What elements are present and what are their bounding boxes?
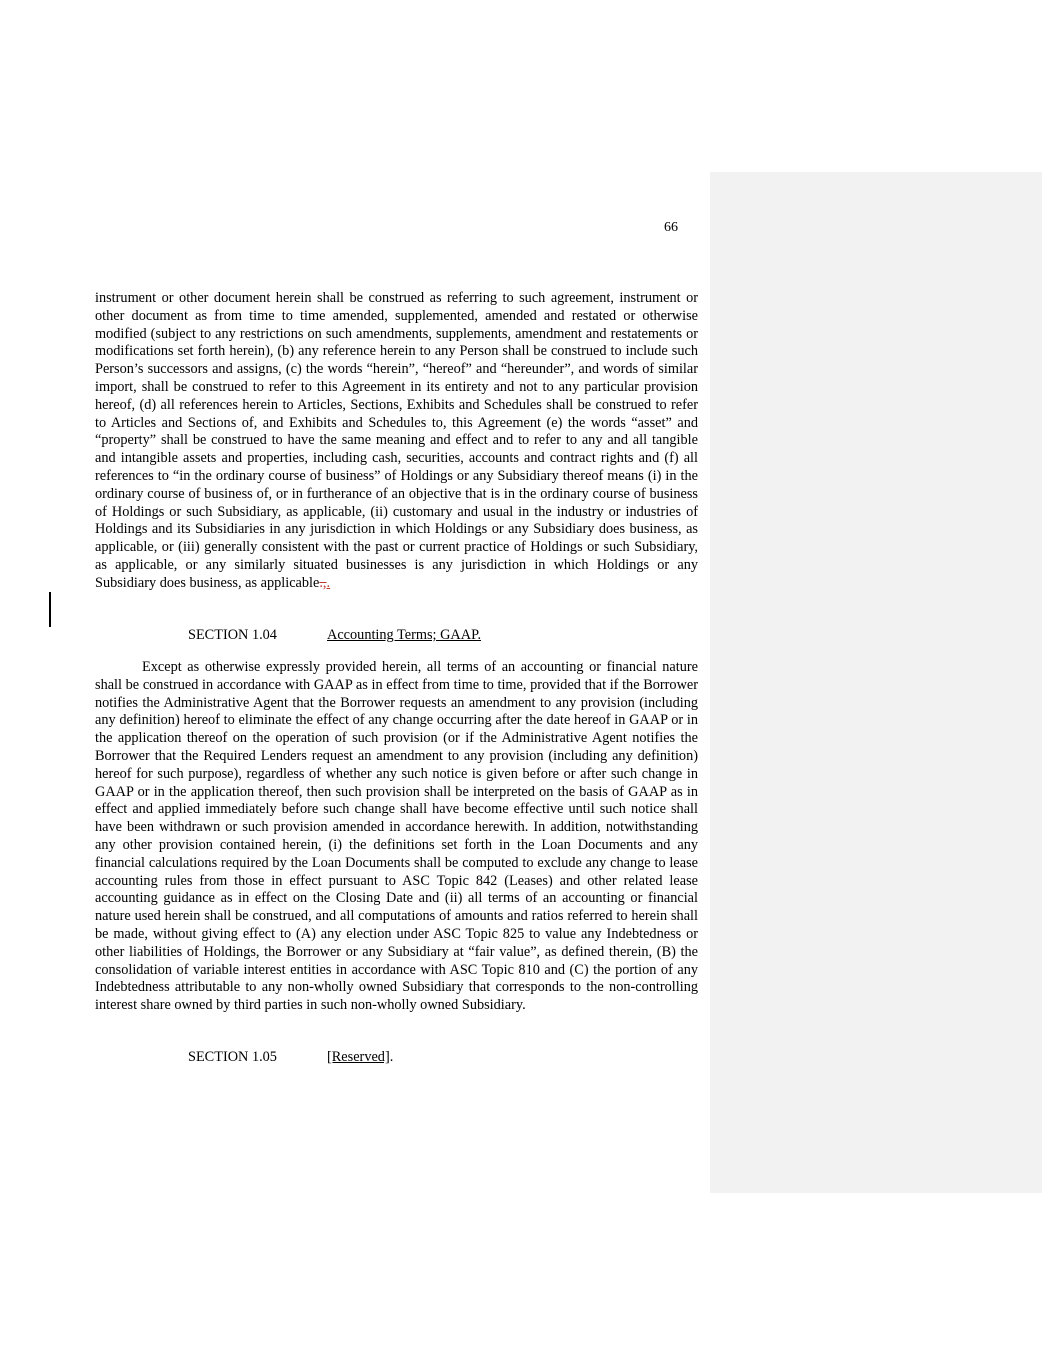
paragraph-accounting-terms: Except as otherwise expressly provided herein, all terms of an accounting or financial nature shall be construed in accordance with GAAP as in effect from time to time, provided that if the Borrower notifies the Administrative Agent that the Borrower requests an amendment to any provision (including any definition) hereof to eliminate the effect of any change occurring after the date hereof in GAAP or in the application thereof on the operation of such provision (or if the Administrative Agent notifies the Borrower that the Required Lenders request an amendment to any provision (including any definition) hereof for such purpose), regardless of whether any such notice is given before or after such change in GAAP or in the application thereof, then such provision shall be interpreted on the basis of GAAP as in effect and applied immediately before such change shall have become effective until such notice shall have been withdrawn or such provision amended in accordance herewith. In addition, notwithstanding any other provision contained herein, (i) the definitions set forth in the Loan Documents and any financial calculations required by the Loan Documents shall be computed to exclude any change to lease accounting rules from those in effect pursuant to ASC Topic 842 (Leases) and other related lease accounting guidance as in effect on the Closing Date and (ii) all terms of an accounting or financial nature used herein shall be construed, and all computations of amounts and ratios referred to herein shall be made, without giving effect to (A) any election under ASC Topic 825 to value any Indebtedness or other liabilities of Holdings, the Borrower or any Subsidiary at “fair value”, as defined therein, (B) the consolidation of variable interest entities in accordance with ASC Topic 810 and (C) the portion of any Indebtedness attributable to any non-wholly owned Subsidiary that corresponds to the non-controlling interest share owned by third parties in such non-wholly owned Subsidiary. bbox=[95, 659, 698, 1014]
deleted-mark: ., bbox=[319, 574, 327, 591]
comment-pane bbox=[710, 172, 1042, 1193]
change-bar bbox=[49, 592, 51, 627]
paragraph-text: instrument or other document herein shall be construed as referring to such agreement, instrument or other document as from time to time amended, supplemented, amended and restated or otherwise modified (subject to any restrictions on such amendments, supplements, amendment and restatements or modifications set forth herein), (b) any reference herein to any Person shall be construed to include such Person’s successors and assigns, (c) the words “herein”, “hereof” and “hereunder”, and words of similar import, shall be construed to refer to this Agreement in its entirety and not to any particular provision hereof, (d) all references herein to Articles, Sections, Exhibits and Schedules shall be construed to refer to Articles and Sections of, and Exhibits and Schedules to, this Agreement (e) the words “asset” and “property” shall be construed to have the same meaning and effect and to refer to any and all tangible and intangible assets and properties, including cash, securities, accounts and contract rights and (f) all references to “in the ordinary course of business” of Holdings or any Subsidiary thereof means (i) in the ordinary course of business of, or in furtherance of an objective that is in the ordinary course of business of Holdings or such Subsidiary, as applicable, (ii) customary and usual in the industry or industries of Holdings and its Subsidiaries in any jurisdiction in which Holdings or any Subsidiary does business, as applicable, or (iii) generally consistent with the past or current practice of Holdings or such Subsidiary, as applicable, or any similarly situated businesses is any jurisdiction in which Holdings or any Subsidiary does business, as applicable bbox=[95, 290, 698, 591]
section-number: SECTION 1.04 bbox=[188, 627, 277, 643]
section-title: [Reserved] bbox=[327, 1049, 390, 1065]
section-heading-1-04 bbox=[188, 626, 481, 644]
paragraph-definitions-continued bbox=[95, 290, 698, 593]
section-title-end: . bbox=[477, 627, 482, 643]
inserted-mark: . bbox=[326, 574, 331, 591]
section-title: Accounting Terms; GAAP bbox=[327, 627, 478, 643]
section-heading-1-05 bbox=[188, 1048, 393, 1066]
section-title-end: . bbox=[389, 1049, 394, 1065]
page-number: 66 bbox=[664, 220, 678, 235]
section-number: SECTION 1.05 bbox=[188, 1049, 277, 1065]
